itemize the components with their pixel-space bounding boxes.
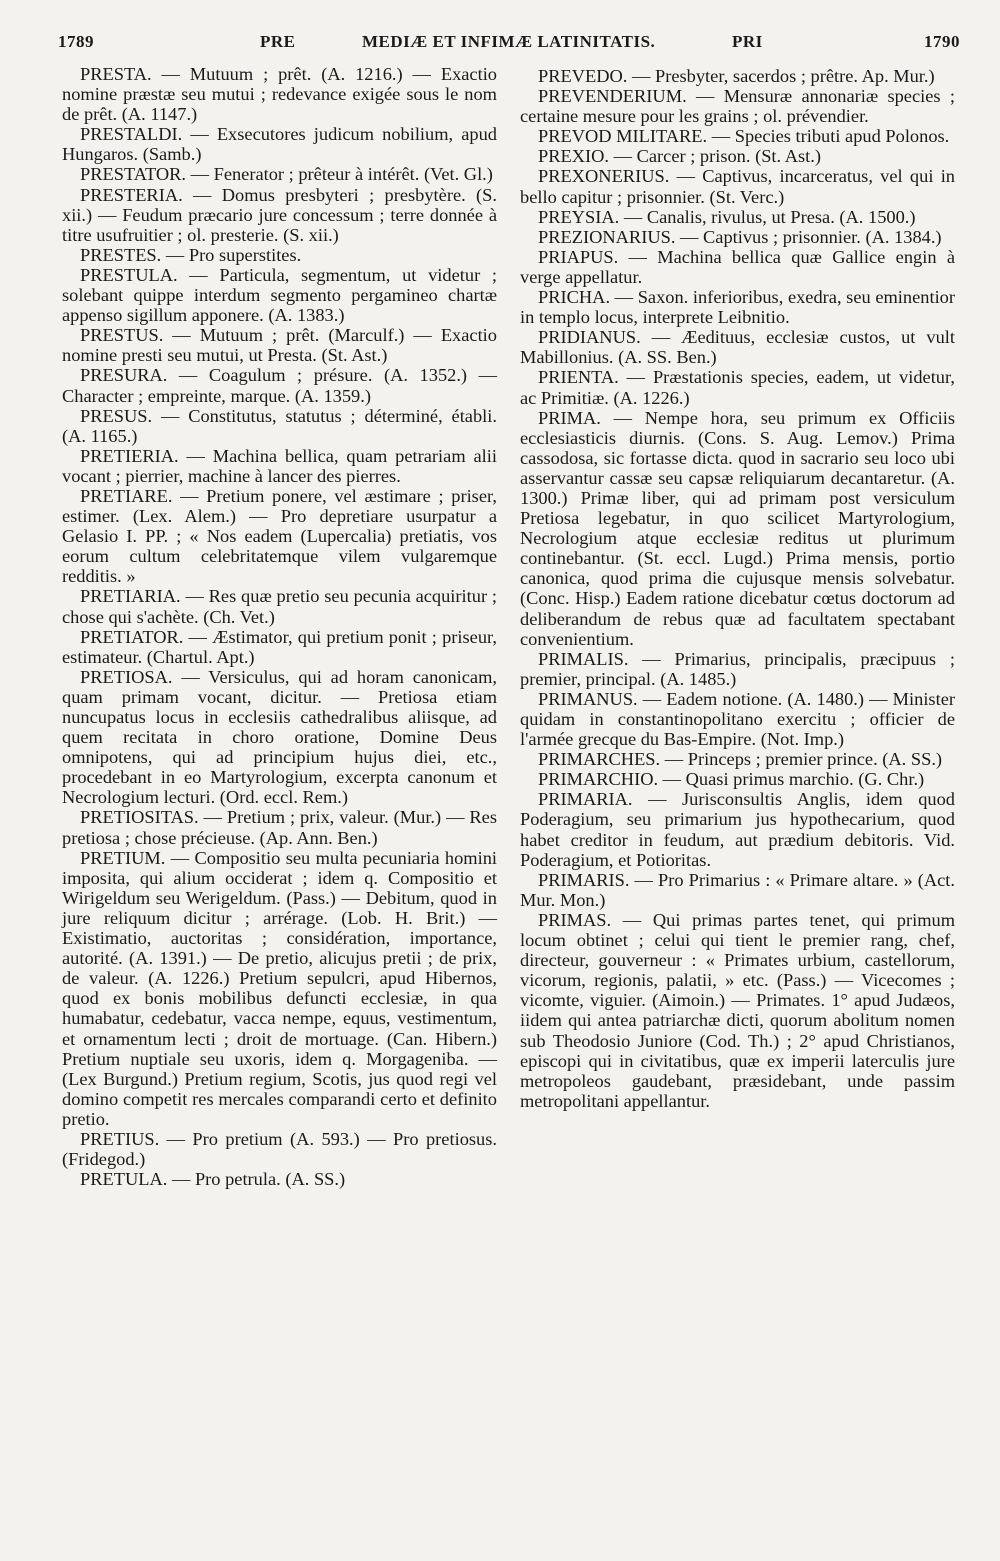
entry: PRIMANUS. — Eadem notione. (A. 1480.) — Minister quidam in constantinopolitano exercitu ; officier de l'armée grecque du Bas-Empire. (Not. Imp.) bbox=[520, 688, 955, 750]
entry: PRIDIANUS. — Æedituus, ecclesiæ custos, ut vult Mabillonius. (A. SS. Ben.) bbox=[520, 327, 955, 368]
entry: PRETIERIA. — Machina bellica, quam petrariam alii vocant ; pierrier, machine à lancer des pierres. bbox=[62, 445, 497, 486]
right-page-number: 1790 bbox=[924, 32, 960, 51]
entry: PRESUS. — Constitutus, statutus ; déterminé, établi. (A. 1165.) bbox=[62, 405, 497, 446]
entry: PRETIUM. — Compositio seu multa pecuniaria homini imposita, qui alium occiderat ; idem q. Compositio et Wirigeldum seu Werigeldum. (Pass.) — Debitum, quod in jure reliquum dicitur ; arrérage. (Lob. H. Brit.) — Existimatio, auctoritas ; considération, importance, autorité. (A. 1391.) — De pretio, alicujus pretii ; de prix, de valeur. (A. 1226.) Pretium sepulcri, apud Hibernos, quod ex bonis mobilibus defuncti ecclesiæ, in qua humabatur, cedebatur, vacca nempe, equus, vestimentum, et ornamentum lecti ; droit de mortuage. (Can. Hibern.) Pretium nuptiale seu uxoris, idem q. Morgageniba. — (Lex Burgund.) Pretium regium, Scotis, jus quod regi vel domino competit res mercales comparandi certo et definito pretio. bbox=[62, 847, 497, 1129]
entry: PRICHA. — Saxon. inferioribus, exedra, seu eminentior in templo locus, interprete Leibnitio. bbox=[520, 287, 955, 328]
entry: PRETIARIA. — Res quæ pretio seu pecunia acquiritur ; chose qui s'achète. (Ch. Vet.) bbox=[62, 586, 497, 627]
entry: PRESTA. — Mutuum ; prêt. (A. 1216.) — Exactio nomine præstæ seu mutui ; redevance exigée sous le nom de prêt. (A. 1147.) bbox=[62, 64, 497, 125]
right-running-head: PRI bbox=[732, 32, 763, 51]
left-running-head: PRE bbox=[260, 32, 296, 51]
left-page-number: 1789 bbox=[58, 32, 94, 51]
entry: PRETIARE. — Pretium ponere, vel æstimare ; priser, estimer. (Lex. Alem.) — Pro depretiare usurpatur a Gelasio I. PP. ; « Nos eadem (Lupercalia) pretiatis, vos eorum cultum celebritatemque vilem vulgaremque redditis. » bbox=[62, 485, 497, 587]
entry: PRESTERIA. — Domus presbyteri ; presbytère. (S. xii.) — Feudum præcario jure concessum ; terre donnée à titre usufruitier ; ol. presterie. (S. xii.) bbox=[62, 184, 497, 245]
right-column bbox=[520, 66, 955, 1111]
entry: PREXONERIUS. — Captivus, incarceratus, vel qui in bello capitur ; prisonnier. (St. Verc.) bbox=[520, 166, 955, 207]
entry: PREXIO. — Carcer ; prison. (St. Ast.) bbox=[538, 146, 821, 167]
left-column bbox=[62, 64, 497, 1189]
entry: PRIAPUS. — Machina bellica quæ Gallice engin à verge appellatur. bbox=[520, 246, 955, 287]
entry: PREVOD MILITARE. — Species tributi apud Polonos. bbox=[538, 126, 950, 147]
entry: PREYSIA. — Canalis, rivulus, ut Presa. (A. 1500.) bbox=[538, 206, 916, 227]
entry: PRETIATOR. — Æstimator, qui pretium ponit ; priseur, estimateur. (Chartul. Apt.) bbox=[62, 626, 497, 667]
entry: PRETULA. — Pro petrula. (A. SS.) bbox=[80, 1169, 346, 1190]
entry: PRIMA. — Nempe hora, seu primum ex Officiis ecclesiasticis diurnis. (Cons. S. Aug. Lemov.) Prima cassodosa, sic fortasse dicta. quod in sacrario seu loco ubi asservantur cassæ seu capsæ reliquiarum decantaretur. (A. 1300.) Primæ liber, qui ad primam post versiculum Pretiosa legebatur, in quo scilicet Martyrologium, Necrologium atque ecclesiæ reditus ut plurimum continebantur. (St. eccl. Lugd.) Prima mensis, portio canonica, quod prima die cujusque mensis solvebatur. (Conc. Hisp.) Eadem ratione dicebatur cœtus doctorum ad deliberandum de rebus quæ ad facultatem spectabant convenientium. bbox=[520, 407, 955, 649]
entry: PRETIOSITAS. — Pretium ; prix, valeur. (Mur.) — Res pretiosa ; chose précieuse. (Ap. Ann. Ben.) bbox=[62, 807, 497, 848]
entry: PRESTULA. — Particula, segmentum, ut videtur ; solebant quippe interdum segmento pergamineo chartæ appenso sigillum apponere. (A. 1383.) bbox=[62, 264, 497, 326]
entry: PRESTATOR. — Fenerator ; prêteur à intérêt. (Vet. Gl.) bbox=[80, 164, 493, 185]
entry: PREVENDERIUM. — Mensuræ annonariæ species ; certaine mesure pour les grains ; ol. prévendier. bbox=[520, 86, 955, 127]
entry: PRESTUS. — Mutuum ; prêt. (Marculf.) — Exactio nomine presti seu mutui, ut Presta. (St. Ast.) bbox=[62, 325, 497, 366]
entry: PRESURA. — Coagulum ; présure. (A. 1352.) — Character ; empreinte, marque. (A. 1359.) bbox=[62, 365, 497, 406]
entry: PRIMARCHES. — Princeps ; premier prince. (A. SS.) bbox=[538, 749, 943, 770]
entry: PRIMARIA. — Jurisconsultis Anglis, idem quod Poderagium, seu primarium jus hypothecarium, quod habet creditor in feudum, aut prædium debitoris. Vid. Poderagium, et Potioritas. bbox=[520, 789, 955, 870]
page-header bbox=[58, 32, 960, 62]
entry: PRIMARCHIO. — Quasi primus marchio. (G. Chr.) bbox=[538, 769, 925, 790]
entry: PRIMAS. — Qui primas partes tenet, qui primum locum obtinet ; celui qui tient le premier rang, chef, directeur, gouverneur : « Primates urbium, castellorum, vicorum, regionis, palatii, » etc. (Pass.) — Vicecomes ; vicomte, viguier. (Aimoin.) — Primates. 1° apud Judæos, iidem qui antea patriarchæ dicti, quorum abolitum nomen sub Theodosio Juniore (Cod. Th.) ; 2° apud Christianos, episcopi qui in civitatibus, quæ ex imperii laterculis jure metropoleos gaudebant, præsidebant, unde passim metropolitani appellantur. bbox=[520, 909, 955, 1111]
entry: PRETIOSA. — Versiculus, qui ad horam canonicam, quam primam vocant, dicitur. — Pretiosa etiam nuncupatus locus in ecclesiis cathedralibus aliisque, ad quem recitata in choro oratione, Domine Deus omnipotens, qui ad principium hujus diei, etc., procedebant in eo Martyrologium, excerpta canonum et Necrologium lecturi. (Ord. eccl. Rem.) bbox=[62, 666, 497, 808]
book-title: MEDIÆ ET INFIMÆ LATINITATIS. bbox=[362, 32, 656, 51]
entry: PREZIONARIUS. — Captivus ; prisonnier. (A. 1384.) bbox=[538, 226, 942, 247]
entry: PRIMALIS. — Primarius, principalis, præcipuus ; premier, principal. (A. 1485.) bbox=[520, 648, 955, 689]
entry: PRIMARIS. — Pro Primarius : « Primare altare. » (Act. Mur. Mon.) bbox=[520, 869, 955, 910]
entry: PRESTALDI. — Exsecutores judicum nobilium, apud Hungaros. (Samb.) bbox=[62, 124, 497, 165]
entry: PRETIUS. — Pro pretium (A. 593.) — Pro pretiosus. (Fridegod.) bbox=[62, 1128, 497, 1170]
entry: PRIENTA. — Præstationis species, eadem, ut videtur, ac Primitiæ. (A. 1226.) bbox=[520, 367, 955, 408]
entry: PRESTES. — Pro superstites. bbox=[80, 244, 302, 265]
entry: PREVEDO. — Presbyter, sacerdos ; prêtre. Ap. Mur.) bbox=[538, 66, 935, 86]
